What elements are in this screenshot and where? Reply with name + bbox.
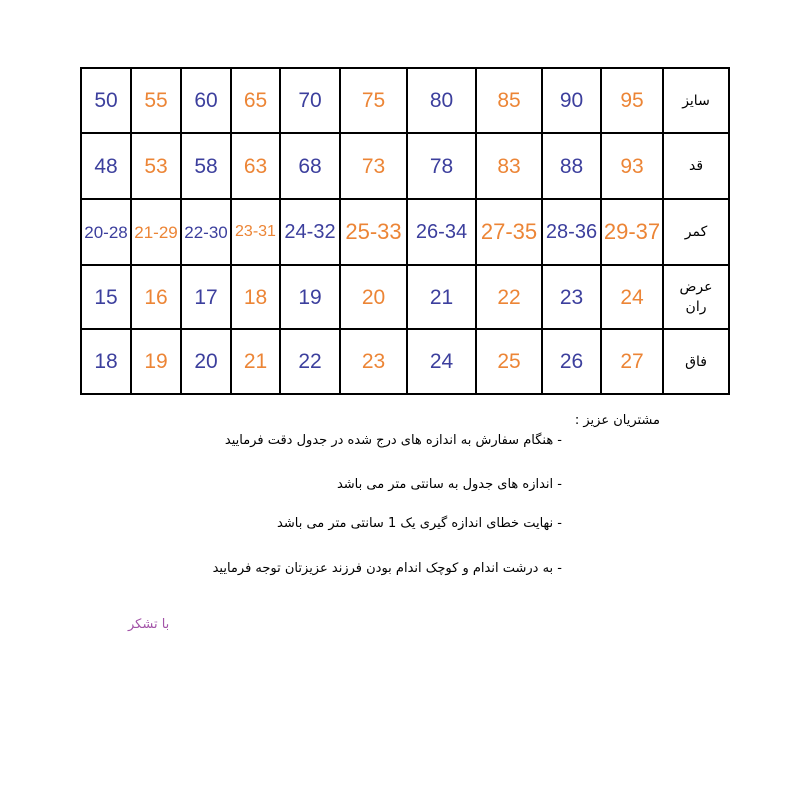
row-label-height: قد xyxy=(663,133,729,199)
size-cell: 65 xyxy=(231,68,280,133)
note-item: - به درشت اندام و کوچک اندام بودن فرزند عزیزتان توجه فرمایید xyxy=(212,561,562,576)
size-cell: 60 xyxy=(181,68,231,133)
thigh-width-cell: 15 xyxy=(81,265,131,329)
waist-cell: 23-31 xyxy=(231,199,280,265)
rise-cell: 20 xyxy=(181,329,231,394)
note-item: - نهایت خطای اندازه گیری یک 1 سانتی متر می باشد xyxy=(277,516,562,531)
thigh-width-cell: 19 xyxy=(280,265,340,329)
waist-cell: 27-35 xyxy=(476,199,542,265)
size-cell: 50 xyxy=(81,68,131,133)
rise-cell: 21 xyxy=(231,329,280,394)
thigh-width-cell: 18 xyxy=(231,265,280,329)
notes-heading: مشتریان عزیز : xyxy=(574,413,660,428)
size-cell: 55 xyxy=(131,68,181,133)
thigh-width-cell: 16 xyxy=(131,265,181,329)
thigh-width-cell: 21 xyxy=(407,265,476,329)
height-cell: 93 xyxy=(601,133,663,199)
row-label-cell xyxy=(663,265,729,329)
thigh-width-cell: 23 xyxy=(542,265,601,329)
waist-cell: 29-37 xyxy=(601,199,663,265)
height-cell: 83 xyxy=(476,133,542,199)
waist-cell: 26-34 xyxy=(407,199,476,265)
waist-cell: 22-30 xyxy=(181,199,231,265)
note-item: - اندازه های جدول به سانتی متر می باشد xyxy=(336,477,562,492)
thigh-width-cell: 17 xyxy=(181,265,231,329)
height-cell: 68 xyxy=(280,133,340,199)
size-cell: 75 xyxy=(340,68,407,133)
height-cell: 53 xyxy=(131,133,181,199)
size-cell: 70 xyxy=(280,68,340,133)
rise-row xyxy=(81,329,729,394)
rise-cell: 18 xyxy=(81,329,131,394)
thigh-width-cell: 24 xyxy=(601,265,663,329)
thigh-width-cell: 22 xyxy=(476,265,542,329)
size-row xyxy=(81,68,729,133)
row-label-size: سایز xyxy=(663,68,729,133)
height-cell: 58 xyxy=(181,133,231,199)
waist-row xyxy=(81,199,729,265)
size-cell: 85 xyxy=(476,68,542,133)
height-cell: 73 xyxy=(340,133,407,199)
height-cell: 88 xyxy=(542,133,601,199)
thanks-text: با تشکر xyxy=(128,617,170,632)
waist-cell: 24-32 xyxy=(280,199,340,265)
row-label-thigh-width: عرض ران xyxy=(679,279,713,315)
size-cell: 90 xyxy=(542,68,601,133)
waist-cell: 25-33 xyxy=(340,199,407,265)
rise-cell: 26 xyxy=(542,329,601,394)
rise-cell: 22 xyxy=(280,329,340,394)
row-label-waist: کمر xyxy=(663,199,729,265)
waist-cell: 28-36 xyxy=(542,199,601,265)
rise-cell: 25 xyxy=(476,329,542,394)
rise-cell: 27 xyxy=(601,329,663,394)
waist-cell: 20-28 xyxy=(81,199,131,265)
rise-cell: 23 xyxy=(340,329,407,394)
row-label-rise: فاق xyxy=(663,329,729,394)
size-cell: 95 xyxy=(601,68,663,133)
height-cell: 78 xyxy=(407,133,476,199)
rise-cell: 19 xyxy=(131,329,181,394)
note-item: - هنگام سفارش به اندازه های درج شده در جدول دقت فرمایید xyxy=(224,433,562,448)
size-cell: 80 xyxy=(407,68,476,133)
rise-cell: 24 xyxy=(407,329,476,394)
height-cell: 63 xyxy=(231,133,280,199)
height-cell: 48 xyxy=(81,133,131,199)
height-row xyxy=(81,133,729,199)
thigh-width-row xyxy=(81,265,729,329)
size-chart-table xyxy=(80,67,730,395)
waist-cell: 21-29 xyxy=(131,199,181,265)
thigh-width-cell: 20 xyxy=(340,265,407,329)
